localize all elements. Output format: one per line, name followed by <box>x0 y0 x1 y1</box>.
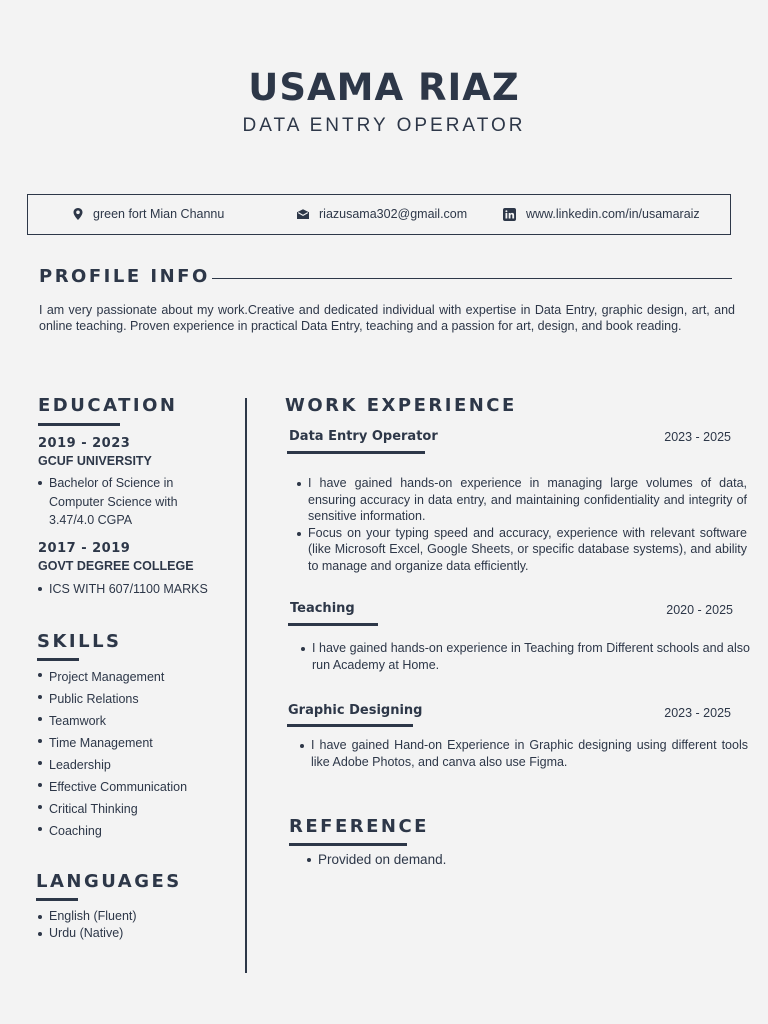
linkedin-text[interactable]: www.linkedin.com/in/usamaraiz <box>526 207 700 221</box>
work-heading: WORK EXPERIENCE <box>285 395 517 416</box>
job-details <box>294 475 747 574</box>
languages-list <box>35 908 249 942</box>
job-title: Data Entry Operator <box>289 429 438 444</box>
list-item: Bachelor of Science in Computer Science with 3.47/4.0 CGPA <box>49 474 214 530</box>
job-title-underline <box>288 623 378 626</box>
profile-text: I am very passionate about my work.Creative and dedicated individual with expertise in Data Entry, graphic design, art, and online teaching. Proven experience in practical Data Entry, teaching and a passion for art, design, and book reading. <box>39 303 735 333</box>
list-item: I have gained Hand-on Experience in Graphic designing using different tools like Adobe Photos, and canva also use Figma. <box>311 738 748 769</box>
email-text[interactable]: riazusama302@gmail.com <box>319 207 468 221</box>
job-details <box>297 737 748 770</box>
list-item: English (Fluent) <box>49 908 249 925</box>
job-dates: 2020 - 2025 <box>666 603 733 617</box>
list-item: Time Management <box>49 732 249 754</box>
list-item: Project Management <box>49 666 249 688</box>
list-item: Public Relations <box>49 688 249 710</box>
list-item: Provided on demand. <box>318 851 618 868</box>
list-item: I have gained hands-on experience in managing large volumes of data, ensuring accuracy in data entry, and maintaining confidentiality and integrity of sensitive information. <box>308 476 747 523</box>
contact-email[interactable] <box>297 207 467 221</box>
languages-underline <box>36 898 78 901</box>
envelope-icon <box>297 209 309 219</box>
job-dates: 2023 - 2025 <box>664 430 731 444</box>
resume-name: USAMA RIAZ <box>248 66 520 109</box>
skills-underline <box>37 658 79 661</box>
contact-location <box>73 207 224 221</box>
job-title-underline <box>287 451 425 454</box>
reference-list <box>304 851 618 868</box>
contact-linkedin[interactable] <box>503 207 700 221</box>
list-item: I have gained hands-on experience in Teaching from Different schools and also run Academy at Home. <box>312 641 750 672</box>
list-item: Leadership <box>49 754 249 776</box>
list-item: Critical Thinking <box>49 798 249 820</box>
job-title: Graphic Designing <box>288 703 423 718</box>
linkedin-icon <box>503 208 516 221</box>
list-item: Coaching <box>49 820 249 842</box>
reference-heading: REFERENCE <box>289 816 429 837</box>
job-title-underline <box>287 724 413 727</box>
map-pin-icon <box>73 208 83 220</box>
education-school: GCUF UNIVERSITY <box>38 454 152 468</box>
education-heading: EDUCATION <box>38 395 178 416</box>
education-school: GOVT DEGREE COLLEGE <box>38 559 194 573</box>
list-item: Urdu (Native) <box>49 925 249 942</box>
job-details <box>298 640 750 673</box>
languages-heading: LANGUAGES <box>36 871 182 892</box>
profile-divider <box>212 278 732 279</box>
education-details <box>35 580 249 599</box>
reference-underline <box>289 843 407 846</box>
list-item: ICS WITH 607/1100 MARKS <box>49 580 249 599</box>
education-underline <box>38 423 120 426</box>
location-text: green fort Mian Channu <box>93 207 225 221</box>
skills-list <box>35 666 249 842</box>
education-years: 2017 - 2019 <box>38 541 131 556</box>
resume-job-title: DATA ENTRY OPERATOR <box>242 115 526 136</box>
profile-heading: PROFILE INFO <box>39 266 210 287</box>
job-title: Teaching <box>290 601 355 616</box>
skills-heading: SKILLS <box>37 631 122 652</box>
list-item: Teamwork <box>49 710 249 732</box>
list-item: Effective Communication <box>49 776 249 798</box>
education-details <box>35 474 214 530</box>
job-dates: 2023 - 2025 <box>664 706 731 720</box>
list-item: Focus on your typing speed and accuracy, experience with relevant software (like Microsoft Excel, Google Sheets, or specific database systems), and ability to manage and organize data efficiently. <box>308 525 747 573</box>
education-years: 2019 - 2023 <box>38 436 131 451</box>
